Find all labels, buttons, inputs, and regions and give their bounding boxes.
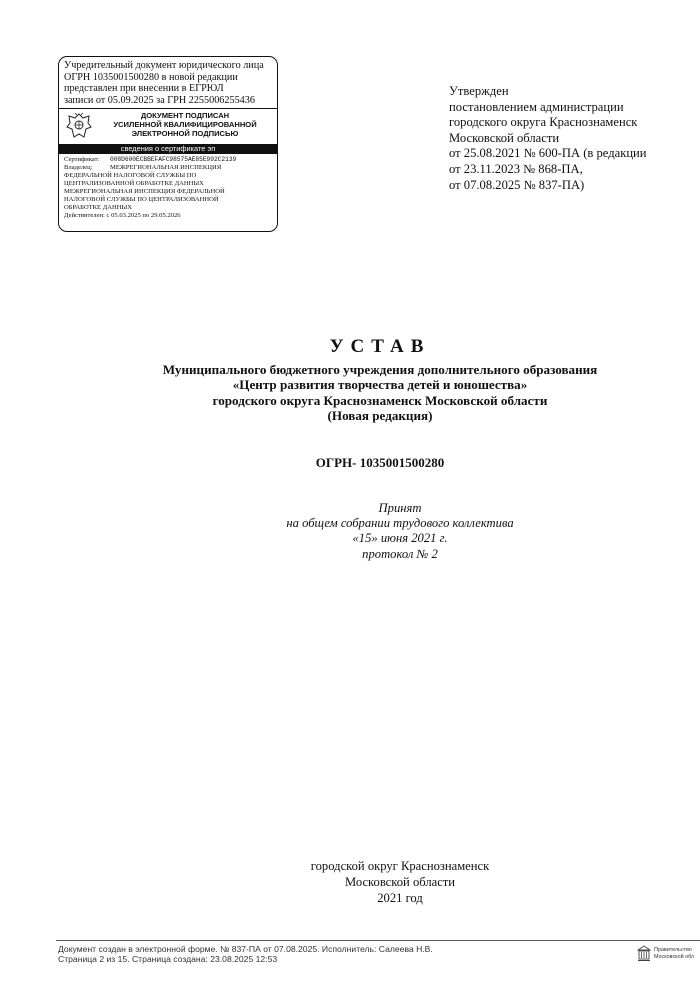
stamp-title-row <box>64 111 273 141</box>
owner-continuation <box>64 196 273 204</box>
stamp-title-line: ДОКУМЕНТ ПОДПИСАН <box>140 111 230 121</box>
owner-label: Владелец: <box>64 164 93 172</box>
stamp-header-line: записи от 05.09.2025 за ГРН 2255006255436 <box>64 94 255 106</box>
approval-line: от 25.08.2021 № 600-ПА (в редакции <box>449 146 647 161</box>
footer-document-info: Документ создан в электронной форме. № 837-ПА от 07.08.2025. Исполнитель: Салеева Н.В. <box>58 944 433 954</box>
certificate-info-bar: сведения о сертификате эп <box>59 144 277 154</box>
owner-value: МЕЖРЕГИОНАЛЬНАЯ ИНСПЕКЦИЯ <box>110 164 222 172</box>
stamp-title-line: ЭЛЕКТРОННОЙ ПОДПИСЬЮ <box>131 129 239 139</box>
logo-text <box>654 947 694 959</box>
owner-line: НАЛОГОВОЙ СЛУЖБЫ ПО ЦЕНТРАЛИЗОВАННОЙ <box>64 195 219 203</box>
footer-page-info: Страница 2 из 15. Страница создана: 23.08.2025 12:53 <box>58 954 278 965</box>
accepted-line: «15» июня 2021 г. <box>352 531 448 546</box>
coat-of-arms-icon <box>64 111 94 141</box>
place-and-year <box>230 858 570 906</box>
stamp-header-line: представлен при внесении в ЕГРЮЛ <box>64 83 224 95</box>
owner-row <box>64 164 273 172</box>
stamp-header-line: Учредительный документ юридического лица <box>64 60 264 71</box>
logo-text-line: Московской обл <box>654 953 695 960</box>
validity-label: Действителен: <box>64 211 105 219</box>
stamp-divider <box>59 108 277 109</box>
validity-value: с 05.03.2025 по 29.05.2026 <box>106 211 181 219</box>
approval-line: Утвержден <box>449 84 509 98</box>
page-footer <box>58 944 618 965</box>
title-block <box>120 336 640 424</box>
logo-text-line: Правительство <box>654 947 692 954</box>
certificate-value: 008D600ECBBEFAFC98575AE85E992C2139 <box>110 156 237 164</box>
approval-line: от 07.08.2025 № 837-ПА) <box>449 177 585 192</box>
stamp-header <box>64 60 273 106</box>
ogrn-number: ОГРН- 1035001500280 <box>315 455 445 470</box>
approval-line: Московской области <box>449 130 560 145</box>
title-line: Муниципального бюджетного учреждения дополнительного образования <box>162 362 598 377</box>
validity-row <box>64 212 273 220</box>
document-title: УСТАВ <box>329 336 431 357</box>
owner-continuation <box>64 180 273 188</box>
government-building-icon <box>637 945 651 962</box>
place-line: Московской области <box>344 875 456 889</box>
accepted-line: протокол № 2 <box>362 546 438 561</box>
accepted-line: на общем собрании трудового коллектива <box>286 516 514 531</box>
title-line: (Новая редакция) <box>327 408 433 424</box>
accepted-line: Принят <box>378 501 422 515</box>
place-line: 2021 год <box>377 891 423 905</box>
signature-stamp <box>58 56 278 232</box>
approval-line: от 23.11.2023 № 868-ПА, <box>449 161 583 176</box>
approval-line: постановлением администрации <box>449 99 624 114</box>
owner-continuation <box>64 172 273 180</box>
certificate-row <box>64 156 273 164</box>
accepted-block <box>250 501 550 562</box>
approval-line: городского округа Краснознаменск <box>449 115 638 130</box>
approval-block <box>449 84 689 193</box>
stamp-title-line: УСИЛЕННОЙ КВАЛИФИЦИРОВАННОЙ <box>113 120 257 130</box>
owner-line: ФЕДЕРАЛЬНОЙ НАЛОГОВОЙ СЛУЖБЫ ПО <box>64 172 197 180</box>
title-line: «Центр развития творчества детей и юношества» <box>232 377 528 393</box>
owner-line: ОБРАБОТКЕ ДАННЫХ <box>64 203 133 211</box>
certificate-label: Сертификат: <box>64 156 100 164</box>
owner-continuation <box>64 204 273 212</box>
owner-line: ЦЕНТРАЛИЗОВАННОЙ ОБРАБОТКЕ ДАННЫХ <box>64 180 204 188</box>
owner-continuation <box>64 188 273 196</box>
place-line: городской округ Краснознаменск <box>310 859 490 873</box>
title-line: городского округа Краснознаменск Московской области <box>212 392 548 408</box>
owner-line: МЕЖРЕГИОНАЛЬНАЯ ИНСПЕКЦИЯ ФЕДЕРАЛЬНОЙ <box>64 188 225 195</box>
footer-divider <box>56 940 700 941</box>
stamp-title <box>97 111 273 138</box>
stamp-header-line: ОГРН 1035001500280 в новой редакции <box>64 71 238 83</box>
government-logo <box>637 945 694 962</box>
